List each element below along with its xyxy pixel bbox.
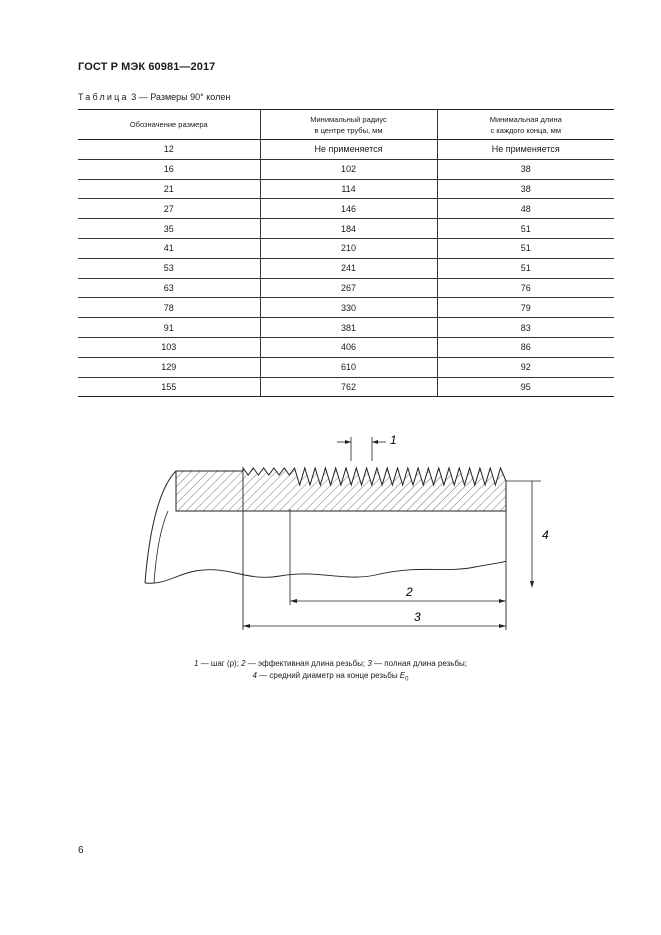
table-caption	[78, 92, 230, 102]
label-full-length: 3	[414, 610, 421, 624]
table-row	[78, 199, 614, 219]
cell-radius: 210	[260, 238, 437, 258]
table-row	[78, 179, 614, 199]
cell-length: 95	[437, 377, 614, 397]
cell-size: 41	[78, 238, 260, 258]
table-row	[78, 238, 614, 258]
figure-legend	[0, 658, 661, 686]
pipe-outline	[145, 471, 176, 583]
cell-radius: 146	[260, 199, 437, 219]
header-min-length: Минимальная длина с каждого конца, мм	[437, 110, 614, 140]
cell-radius: 184	[260, 219, 437, 239]
page-number: 6	[78, 845, 84, 856]
cell-size: 103	[78, 337, 260, 357]
table-row	[78, 258, 614, 278]
thread-diagram	[0, 425, 661, 655]
full-length-dimension	[243, 610, 506, 628]
table-header-row	[78, 110, 614, 140]
cell-radius: 406	[260, 337, 437, 357]
table-caption-word: Таблица	[78, 92, 129, 102]
cell-length: 79	[437, 298, 614, 318]
table-row	[78, 278, 614, 298]
cell-size: 12	[78, 140, 260, 160]
cell-length: 86	[437, 337, 614, 357]
label-mean-diameter: 4	[542, 528, 549, 542]
table-caption-text: 3 — Размеры 90° колен	[128, 92, 231, 102]
cell-size: 53	[78, 258, 260, 278]
effective-length-dimension	[290, 585, 506, 603]
label-effective-length: 2	[406, 585, 413, 599]
table-row	[78, 377, 614, 397]
table-row	[78, 298, 614, 318]
cell-size: 155	[78, 377, 260, 397]
cell-size: 91	[78, 318, 260, 338]
cell-length: 92	[437, 357, 614, 377]
document-header: ГОСТ Р МЭК 60981—2017	[78, 61, 216, 73]
cell-size: 129	[78, 357, 260, 377]
cell-radius: 267	[260, 278, 437, 298]
break-line	[145, 561, 506, 583]
cell-radius: 762	[260, 377, 437, 397]
pitch-dimension	[337, 433, 397, 461]
cell-radius: 610	[260, 357, 437, 377]
cell-length: 76	[437, 278, 614, 298]
table-row	[78, 337, 614, 357]
cell-length: Не применяется	[437, 140, 614, 160]
diameter-dimension	[506, 481, 549, 588]
legend-line-1: 1 — шаг (p); 2 — эффективная длина резьбы; 3 — полная длина резьбы;	[194, 659, 467, 668]
table-row	[78, 357, 614, 377]
cell-radius: 330	[260, 298, 437, 318]
cell-length: 38	[437, 159, 614, 179]
cell-radius: 381	[260, 318, 437, 338]
cell-radius: 102	[260, 159, 437, 179]
dimensions-table	[78, 109, 614, 397]
table-row	[78, 159, 614, 179]
cell-length: 51	[437, 219, 614, 239]
label-pitch: 1	[390, 433, 397, 447]
table-row	[78, 140, 614, 160]
cell-size: 78	[78, 298, 260, 318]
pipe-inner-curve	[154, 511, 168, 583]
cell-size: 16	[78, 159, 260, 179]
cell-radius: Не применяется	[260, 140, 437, 160]
cell-length: 83	[437, 318, 614, 338]
pipe-section	[145, 468, 506, 630]
cell-length: 38	[437, 179, 614, 199]
thread-body	[176, 468, 506, 511]
cell-radius: 114	[260, 179, 437, 199]
header-size-designation: Обозначение размера	[78, 110, 260, 140]
table-body	[78, 140, 614, 397]
cell-size: 21	[78, 179, 260, 199]
table-row	[78, 318, 614, 338]
cell-radius: 241	[260, 258, 437, 278]
cell-size: 35	[78, 219, 260, 239]
cell-length: 51	[437, 238, 614, 258]
header-min-radius: Минимальный радиус в центре трубы, мм	[260, 110, 437, 140]
table-row	[78, 219, 614, 239]
legend-line-2: 4 — средний диаметр на конце резьбы $E_0$	[252, 671, 409, 683]
cell-length: 51	[437, 258, 614, 278]
cell-size: 63	[78, 278, 260, 298]
cell-size: 27	[78, 199, 260, 219]
cell-length: 48	[437, 199, 614, 219]
